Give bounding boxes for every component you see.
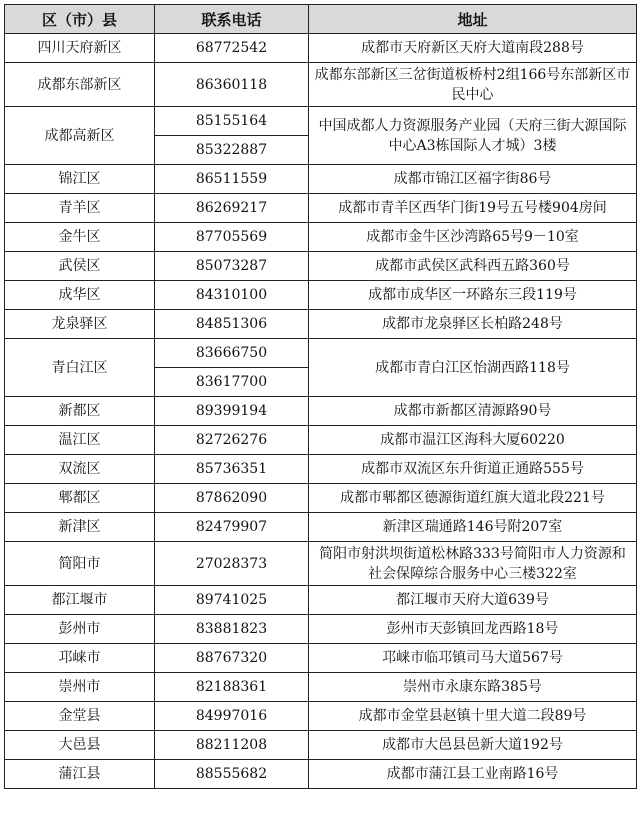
phone-cell: 89741025	[155, 586, 309, 615]
phone-cell: 88555682	[155, 760, 309, 789]
address-cell: 成都市金堂县赵镇十里大道二段89号	[309, 702, 637, 731]
district-cell: 青白江区	[5, 339, 155, 397]
address-cell: 成都市成华区一环路东三段119号	[309, 281, 637, 310]
district-cell: 青羊区	[5, 194, 155, 223]
address-cell: 成都市武侯区武科西五路360号	[309, 252, 637, 281]
district-cell: 金堂县	[5, 702, 155, 731]
phone-cell: 85736351	[155, 455, 309, 484]
phone-cell: 82188361	[155, 673, 309, 702]
table-row	[5, 702, 637, 731]
header-row	[5, 5, 637, 34]
table-row	[5, 484, 637, 513]
table-row	[5, 107, 637, 136]
phone-cell: 85073287	[155, 252, 309, 281]
table-row	[5, 673, 637, 702]
phone-cell: 87705569	[155, 223, 309, 252]
table-row	[5, 731, 637, 760]
district-cell: 蒲江县	[5, 760, 155, 789]
district-cell: 锦江区	[5, 165, 155, 194]
district-cell: 双流区	[5, 455, 155, 484]
table-row	[5, 644, 637, 673]
table-row	[5, 310, 637, 339]
district-cell: 大邑县	[5, 731, 155, 760]
address-cell: 都江堰市天府大道639号	[309, 586, 637, 615]
district-cell: 新都区	[5, 397, 155, 426]
table-row	[5, 34, 637, 63]
table-body	[5, 34, 637, 789]
table-row	[5, 542, 637, 586]
phone-cell: 84851306	[155, 310, 309, 339]
table-row	[5, 455, 637, 484]
address-cell: 邛崃市临邛镇司马大道567号	[309, 644, 637, 673]
address-cell: 成都市新都区清源路90号	[309, 397, 637, 426]
address-cell: 成都市天府新区天府大道南段288号	[309, 34, 637, 63]
address-cell: 成都市青白江区怡湖西路118号	[309, 339, 637, 397]
phone-cell: 84310100	[155, 281, 309, 310]
address-cell: 简阳市射洪坝街道松林路333号简阳市人力资源和社会保障综合服务中心三楼322室	[309, 542, 637, 586]
phone-cell: 86269217	[155, 194, 309, 223]
table-row	[5, 760, 637, 789]
phone-cell: 86511559	[155, 165, 309, 194]
address-cell: 新津区瑞通路146号附207室	[309, 513, 637, 542]
table-row	[5, 586, 637, 615]
phone-cell: 89399194	[155, 397, 309, 426]
header-phone: 联系电话	[155, 5, 309, 34]
phone-cell: 87862090	[155, 484, 309, 513]
table-row	[5, 615, 637, 644]
district-cell: 龙泉驿区	[5, 310, 155, 339]
phone-cell: 83881823	[155, 615, 309, 644]
table-row	[5, 165, 637, 194]
district-cell: 成都高新区	[5, 107, 155, 165]
phone-cell: 88767320	[155, 644, 309, 673]
district-cell: 新津区	[5, 513, 155, 542]
phone-cell: 68772542	[155, 34, 309, 63]
address-cell: 成都市青羊区西华门街19号五号楼904房间	[309, 194, 637, 223]
district-cell: 金牛区	[5, 223, 155, 252]
phone-cell: 27028373	[155, 542, 309, 586]
district-cell: 郫都区	[5, 484, 155, 513]
table-row	[5, 194, 637, 223]
table-row	[5, 223, 637, 252]
district-cell: 崇州市	[5, 673, 155, 702]
phone-cell: 83666750	[155, 339, 309, 368]
address-cell: 中国成都人力资源服务产业园（天府三街大源国际中心A3栋国际人才城）3楼	[309, 107, 637, 165]
phone-cell: 84997016	[155, 702, 309, 731]
district-cell: 武侯区	[5, 252, 155, 281]
phone-cell: 82726276	[155, 426, 309, 455]
district-cell: 彭州市	[5, 615, 155, 644]
address-cell: 成都市锦江区福字街86号	[309, 165, 637, 194]
header-district: 区（市）县	[5, 5, 155, 34]
district-cell: 邛崃市	[5, 644, 155, 673]
table-row	[5, 513, 637, 542]
address-cell: 成都市蒲江县工业南路16号	[309, 760, 637, 789]
address-cell: 彭州市天彭镇回龙西路18号	[309, 615, 637, 644]
phone-cell: 86360118	[155, 63, 309, 107]
address-cell: 成都市金牛区沙湾路65号9－10室	[309, 223, 637, 252]
address-cell: 成都市温江区海科大厦60220	[309, 426, 637, 455]
phone-cell: 85322887	[155, 136, 309, 165]
phone-cell: 88211208	[155, 731, 309, 760]
district-cell: 四川天府新区	[5, 34, 155, 63]
table-row	[5, 339, 637, 368]
phone-cell: 82479907	[155, 513, 309, 542]
phone-cell: 83617700	[155, 368, 309, 397]
header-address: 地址	[309, 5, 637, 34]
address-cell: 崇州市永康东路385号	[309, 673, 637, 702]
district-cell: 温江区	[5, 426, 155, 455]
phone-cell: 85155164	[155, 107, 309, 136]
table-row	[5, 281, 637, 310]
address-cell: 成都市龙泉驿区长柏路248号	[309, 310, 637, 339]
district-cell: 简阳市	[5, 542, 155, 586]
table-row	[5, 397, 637, 426]
table-row	[5, 252, 637, 281]
table-row	[5, 63, 637, 107]
district-cell: 成华区	[5, 281, 155, 310]
address-cell: 成都市双流区东升街道正通路555号	[309, 455, 637, 484]
address-cell: 成都市郫都区德源街道红旗大道北段221号	[309, 484, 637, 513]
district-cell: 都江堰市	[5, 586, 155, 615]
district-cell: 成都东部新区	[5, 63, 155, 107]
table-row	[5, 426, 637, 455]
address-cell: 成都市大邑县邑新大道192号	[309, 731, 637, 760]
contact-table	[4, 4, 637, 789]
address-cell: 成都东部新区三岔街道板桥村2组166号东部新区市民中心	[309, 63, 637, 107]
